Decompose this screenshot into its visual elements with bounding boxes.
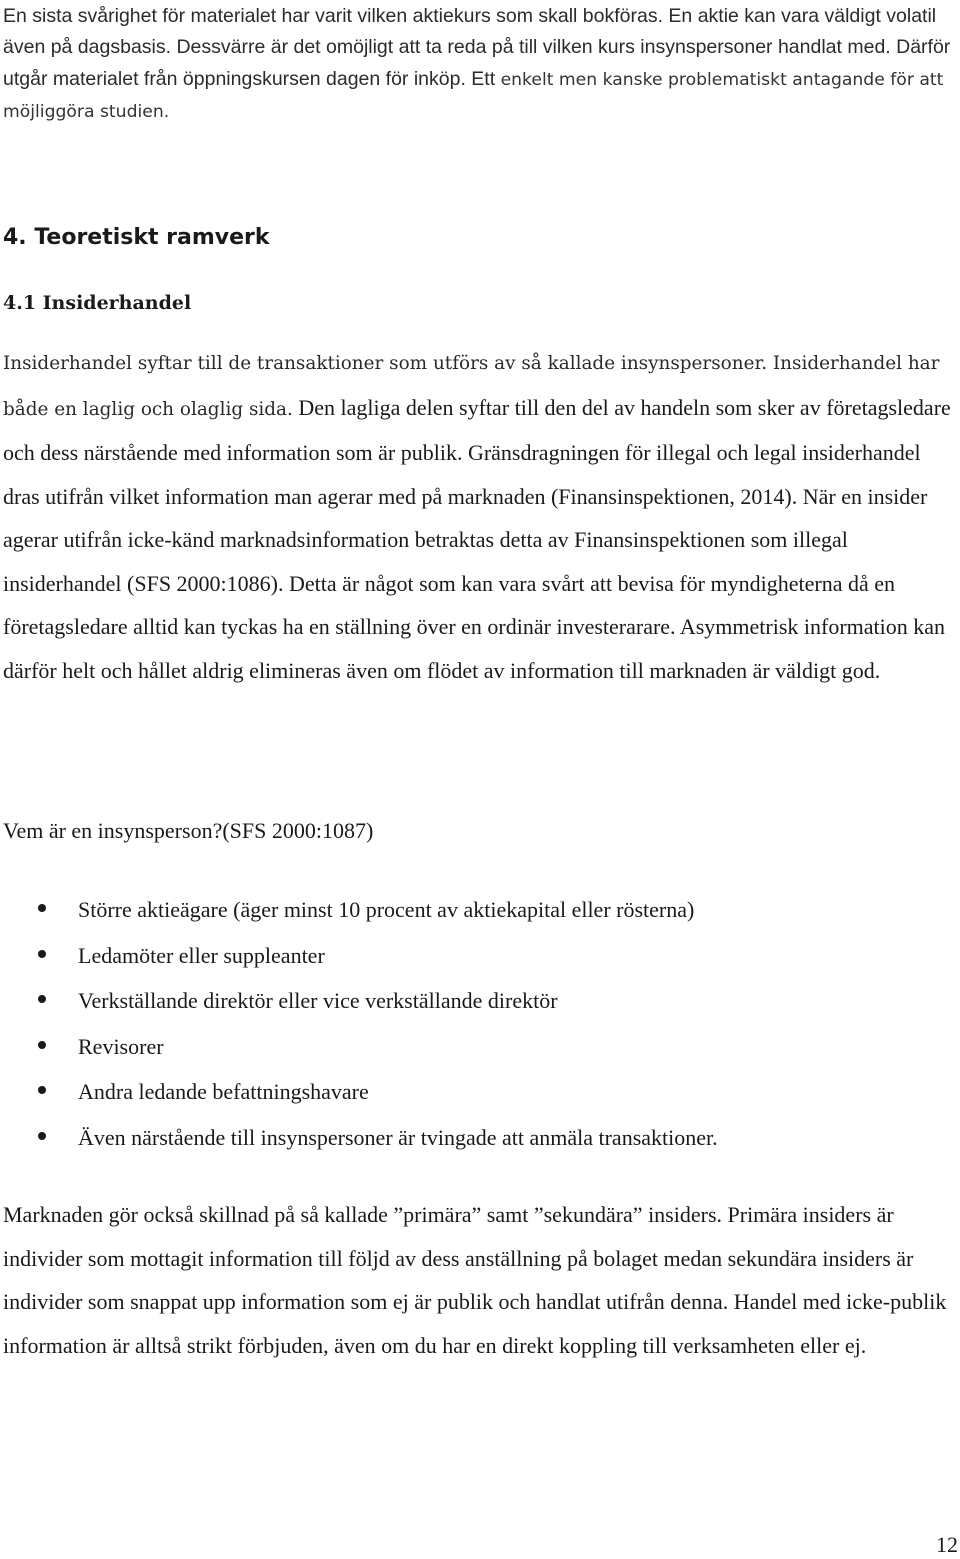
list-item-text: Ledamöter eller suppleanter xyxy=(78,942,325,968)
list-item xyxy=(0,1069,955,1115)
subsection-heading: 4.1 Insiderhandel xyxy=(3,292,192,314)
intro-paragraph-main: En sista svårighet för materialet har varit vilken aktiekurs som skall bokföras. En aktie kan vara väldigt volatil även på dagsbasis. Dessvärre är det omöjligt att ta reda på till vilken kurs insynspersoner handlat med. Därför utgår materialet från öppningskursen dagen för inköp. Ett xyxy=(3,5,951,90)
section-heading: 4. Teoretiskt ramverk xyxy=(3,225,270,250)
list-item-text: Andra ledande befattningshavare xyxy=(78,1079,369,1105)
list-item-text: Även närstående till insynspersoner är tvingade att anmäla transaktioner. xyxy=(78,1124,718,1150)
question-line: Vem är en insynsperson?(SFS 2000:1087) xyxy=(3,818,374,843)
insider-trading-paragraph-rest: Den lagliga delen syftar till den del av handeln som sker av företagsledare och dess närstående med information som är publik. Gränsdragningen för illegal och legal insiderhandel dras utifrån vilket information man agerar med på marknaden (Finansinspektionen, 2014). När en insider agerar utifrån icke-känd marknadsinformation betraktas detta av Finansinspektionen som illegal insiderhandel (SFS 2000:1086). Detta är något som kan vara svårt att bevisa för myndigheterna då en företagsledare alltid kan tyckas ha en ställning över en ordinär investerarare. Asymmetrisk information kan därför helt och hållet aldrig elimineras även om flödet av information till marknaden är väldigt god. xyxy=(3,394,951,683)
primary-secondary-paragraph: Marknaden gör också skillnad på så kallade ”primära” samt ”sekundära” insiders. Primära insiders är individer som mottagit information till följd av dess anställning på bolaget medan sekundära insiders är individer som snappat upp information som ej är publik och handlat utifrån denna. Handel med icke-publik information är alltså strikt förbjuden, även om du har en direkt koppling till verksamheten eller ej. xyxy=(3,1202,947,1358)
page-number: 12 xyxy=(936,1532,958,1557)
list-item xyxy=(0,1115,955,1161)
list-item xyxy=(0,978,955,1024)
bullet-icon xyxy=(38,904,46,912)
list-item-text: Revisorer xyxy=(78,1033,164,1059)
list-item xyxy=(0,887,955,933)
insider-trading-paragraph xyxy=(3,340,958,692)
list-item xyxy=(0,933,955,979)
list-item-text: Större aktieägare (äger minst 10 procent av aktiekapital eller rösterna) xyxy=(78,897,695,922)
bullet-icon xyxy=(38,1041,46,1049)
bullet-icon xyxy=(38,1086,46,1094)
intro-paragraph-tail: enkelt men kanske problematiskt antagande för att möjliggöra studien. xyxy=(3,69,944,122)
intro-paragraph xyxy=(3,1,958,128)
bullet-icon xyxy=(38,1132,46,1140)
bullet-icon xyxy=(38,950,46,958)
insider-trading-paragraph-lead: Insiderhandel syftar till de transaktioner som utförs av så kallade insynspersoner. Insiderhandel har både en laglig och olaglig sida. xyxy=(3,353,940,420)
list-item-text: Verkställande direktör eller vice verkställande direktör xyxy=(78,988,558,1014)
bullet-icon xyxy=(38,995,46,1003)
list-item xyxy=(0,1024,955,1070)
insider-person-list xyxy=(0,887,955,1161)
